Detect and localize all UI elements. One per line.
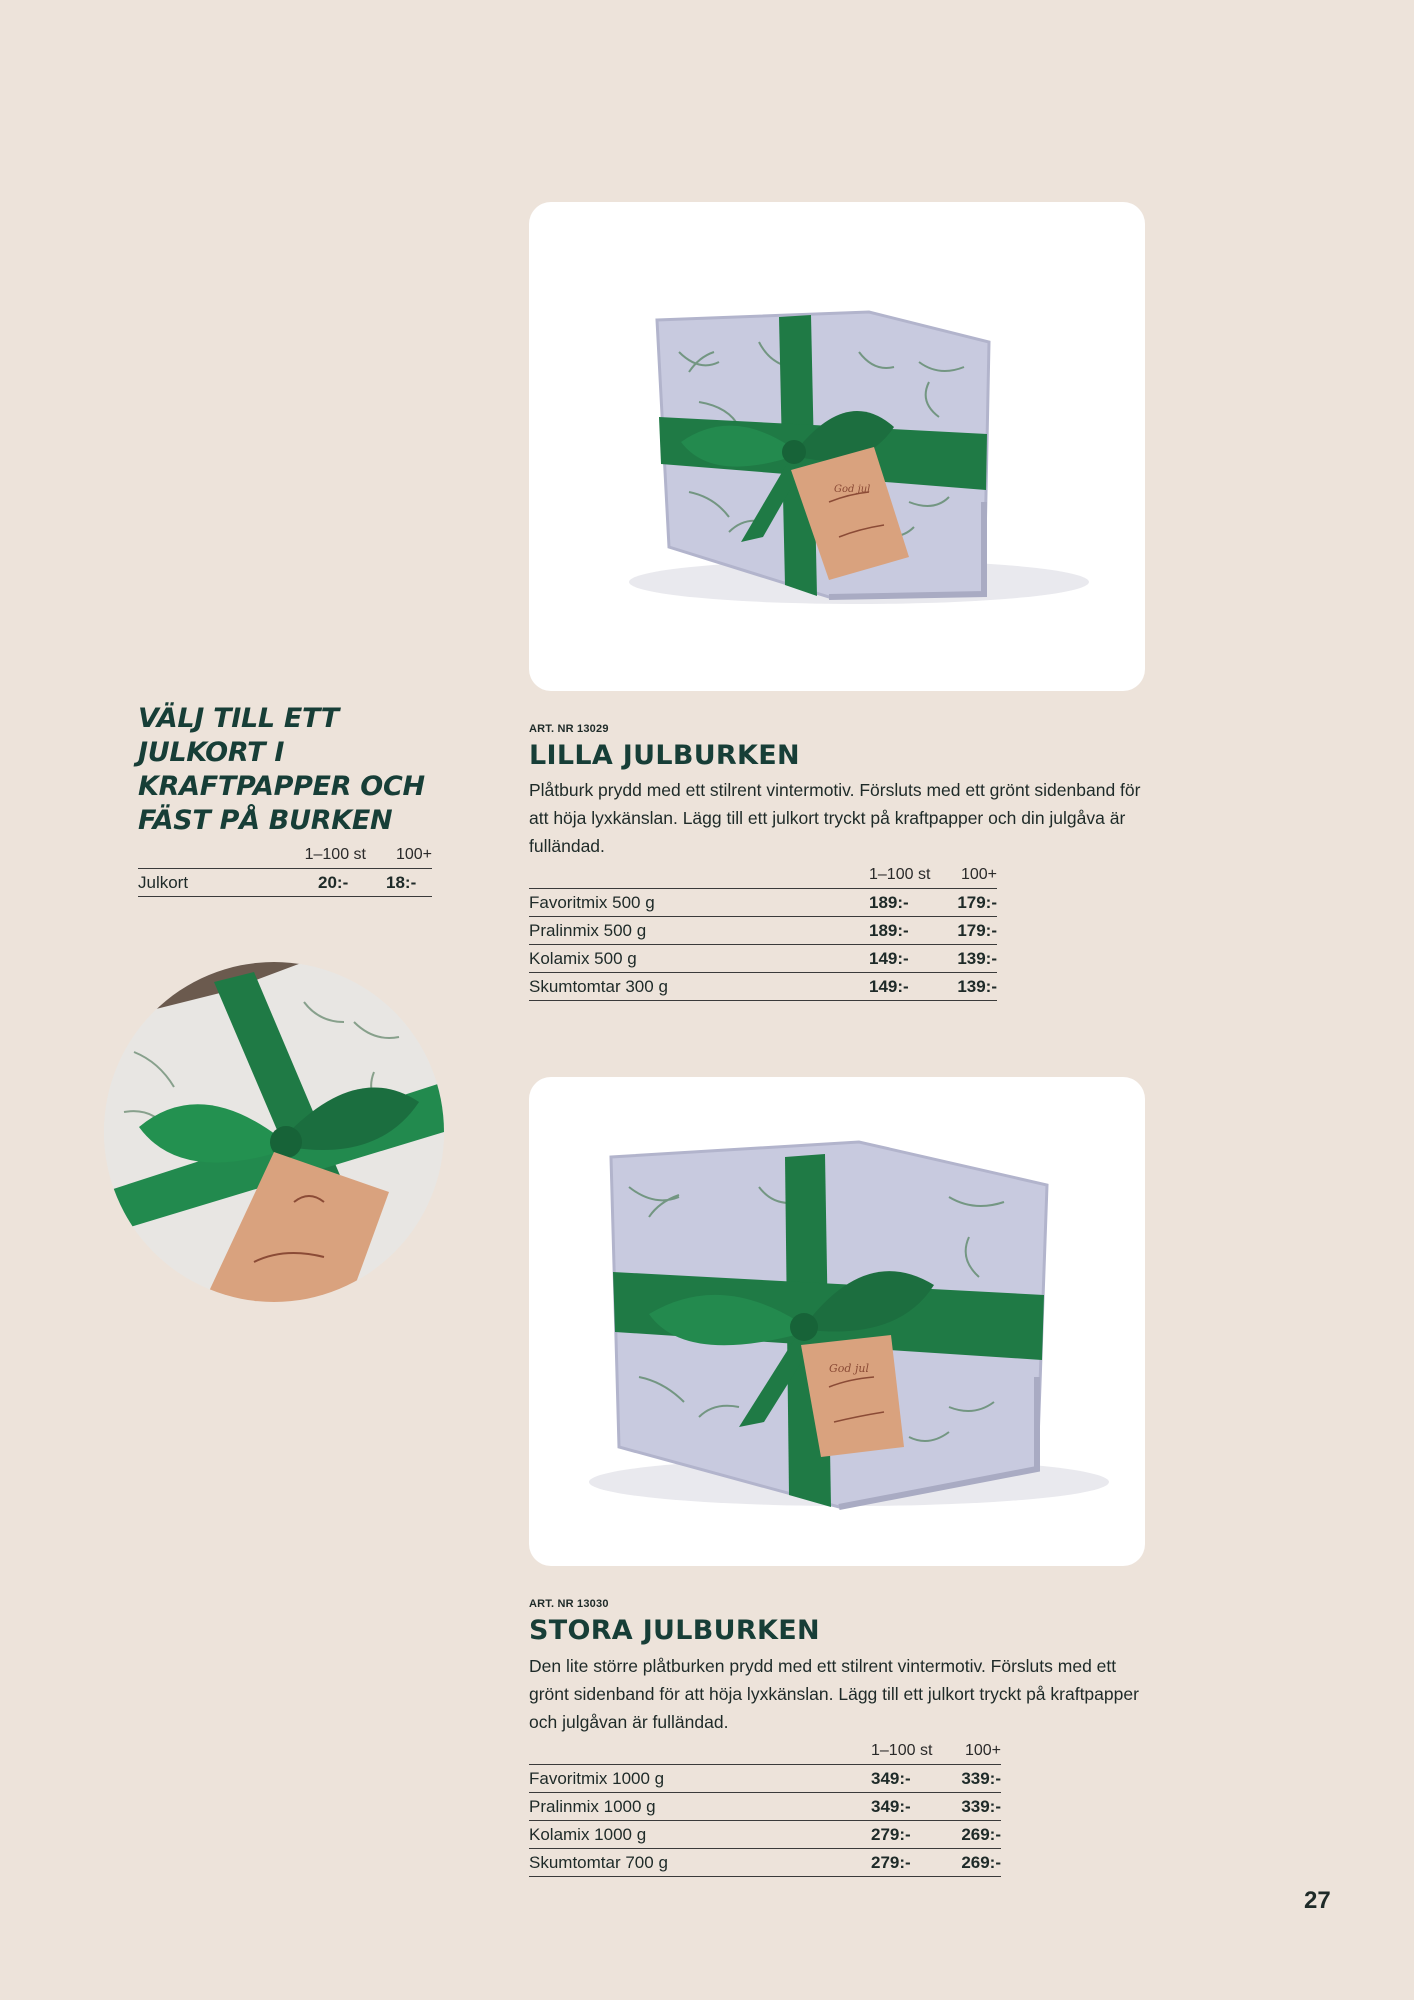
price-100plus: 269:-	[935, 1849, 1001, 1877]
promo-heading: VÄLJ TILL ETT JULKORT I KRAFTPAPPER OCH FÄST PÅ BURKEN	[138, 703, 425, 836]
price-100plus: 139:-	[933, 945, 997, 973]
item-name: Julkort	[138, 869, 294, 897]
table-header-row	[138, 846, 432, 869]
ribbon-closeup-photo	[104, 962, 444, 1302]
item-name: Kolamix 500 g	[529, 945, 869, 973]
col-header-1-100: 1–100 st	[294, 846, 366, 869]
price-1-100: 279:-	[871, 1849, 935, 1877]
art-nr-13029: ART. NR 13029	[529, 723, 609, 735]
item-name: Kolamix 1000 g	[529, 1821, 871, 1849]
product-image-lilla-julburken	[529, 202, 1145, 691]
col-blank	[138, 846, 294, 869]
col-header-100plus: 100+	[933, 866, 997, 889]
ribbon-closeup-illustration	[104, 962, 444, 1302]
price-100plus: 18:-	[366, 869, 432, 897]
table-header-row	[529, 1742, 1001, 1765]
price-1-100: 189:-	[869, 889, 933, 917]
price-100plus: 339:-	[935, 1793, 1001, 1821]
item-name: Pralinmix 1000 g	[529, 1793, 871, 1821]
table-row	[529, 917, 997, 945]
product-title-lilla: LILLA JULBURKEN	[529, 740, 800, 771]
product-description-stora: Den lite större plåtburken prydd med ett stilrent vintermotiv. Försluts med ett grönt sidenband för att höja lyxkänslan. Lägg till ett julkort tryckt på kraftpapper och julgåvan är fulländad.	[529, 1656, 1139, 1732]
table-row	[529, 973, 997, 1001]
page-number: 27	[1304, 1887, 1331, 1914]
table-row	[529, 1765, 1001, 1793]
price-1-100: 20:-	[294, 869, 366, 897]
price-100plus: 139:-	[933, 973, 997, 1001]
item-name: Skumtomtar 700 g	[529, 1849, 871, 1877]
julkort-price-table	[138, 846, 432, 897]
tin-box-illustration	[529, 202, 1145, 691]
col-header-100plus: 100+	[366, 846, 432, 869]
table-header-row	[529, 866, 997, 889]
price-100plus: 339:-	[935, 1765, 1001, 1793]
item-name: Favoritmix 500 g	[529, 889, 869, 917]
col-blank	[529, 1742, 871, 1765]
product-image-stora-julburken	[529, 1077, 1145, 1566]
price-1-100: 149:-	[869, 973, 933, 1001]
tag-text: God jul	[829, 1362, 869, 1375]
col-header-100plus: 100+	[935, 1742, 1001, 1765]
price-100plus: 179:-	[933, 889, 997, 917]
table-row	[138, 869, 432, 897]
table-row	[529, 889, 997, 917]
item-name: Pralinmix 500 g	[529, 917, 869, 945]
item-name: Favoritmix 1000 g	[529, 1765, 871, 1793]
table-row	[529, 945, 997, 973]
price-1-100: 149:-	[869, 945, 933, 973]
price-table-lilla	[529, 866, 997, 1001]
price-1-100: 349:-	[871, 1793, 935, 1821]
item-name: Skumtomtar 300 g	[529, 973, 869, 1001]
col-header-1-100: 1–100 st	[871, 1742, 935, 1765]
product-title-stora: STORA JULBURKEN	[529, 1615, 820, 1646]
price-1-100: 189:-	[869, 917, 933, 945]
product-description-lilla: Plåtburk prydd med ett stilrent vintermotiv. Försluts med ett grönt sidenband för att höja lyxkänslan. Lägg till ett julkort tryckt på kraftpapper och din julgåva är fulländad.	[529, 780, 1141, 856]
price-1-100: 349:-	[871, 1765, 935, 1793]
table-row	[529, 1849, 1001, 1877]
price-100plus: 179:-	[933, 917, 997, 945]
tag-text: God jul	[834, 484, 871, 495]
price-table-stora	[529, 1742, 1001, 1877]
col-header-1-100: 1–100 st	[869, 866, 933, 889]
col-blank	[529, 866, 869, 889]
table-row	[529, 1793, 1001, 1821]
price-1-100: 279:-	[871, 1821, 935, 1849]
tin-box-illustration	[529, 1077, 1145, 1566]
price-100plus: 269:-	[935, 1821, 1001, 1849]
table-row	[529, 1821, 1001, 1849]
art-nr-13030: ART. NR 13030	[529, 1598, 609, 1610]
